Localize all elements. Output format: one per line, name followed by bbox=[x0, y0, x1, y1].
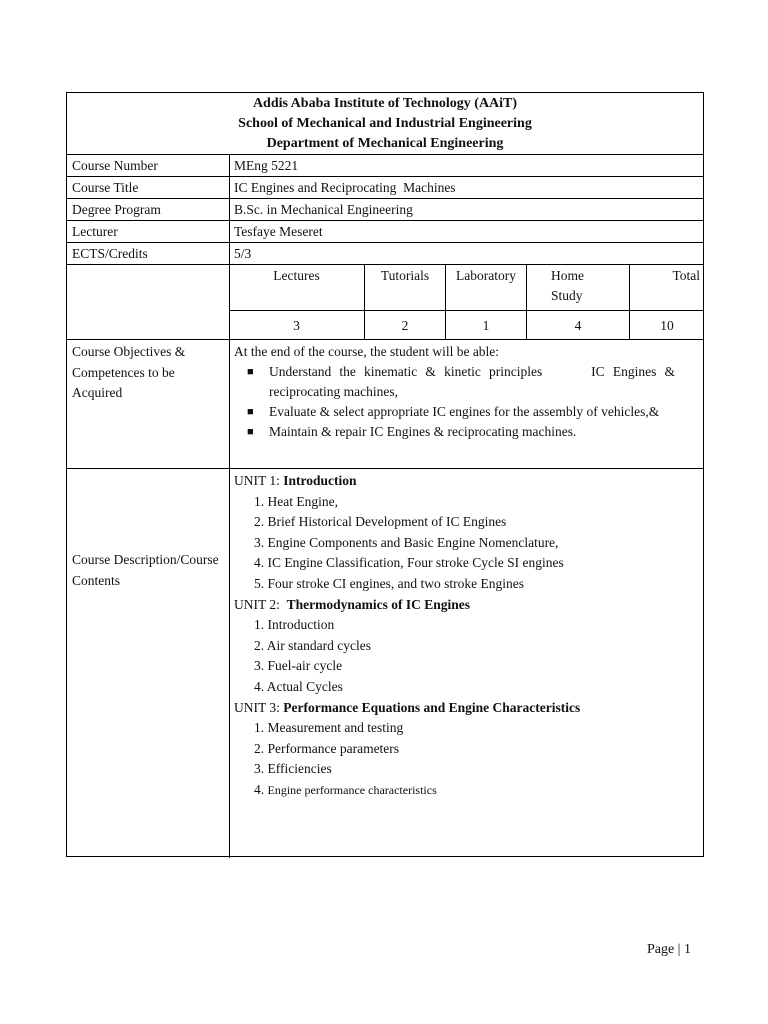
unit-2-heading: UNIT 2: Thermodynamics of IC Engines bbox=[234, 596, 471, 612]
course-title-row bbox=[67, 177, 703, 199]
hours-value-lectures: 3 bbox=[293, 318, 300, 333]
hours-cell-laboratory bbox=[446, 265, 527, 339]
hours-cell-total bbox=[630, 265, 704, 339]
course-title-label: Course Title bbox=[72, 180, 139, 195]
unit-item: 3. Fuel-air cycle bbox=[254, 658, 343, 674]
department-name: Department of Mechanical Engineering bbox=[266, 136, 504, 151]
hours-cell-tutorials bbox=[365, 265, 446, 339]
contents-body bbox=[234, 471, 580, 801]
course-title-value: IC Engines and Reciprocating Machines bbox=[234, 180, 456, 195]
ects-row bbox=[67, 243, 703, 265]
institute-name: Addis Ababa Institute of Technology (AAiT) bbox=[252, 96, 518, 111]
lecturer-row bbox=[67, 221, 703, 243]
unit-3-list bbox=[234, 718, 580, 800]
degree-program-label: Degree Program bbox=[72, 202, 161, 217]
unit-item: 3. Engine Components and Basic Engine Nomenclature, bbox=[254, 534, 559, 550]
unit-item: 1. Introduction bbox=[254, 617, 335, 633]
unit-1-heading: UNIT 1: Introduction bbox=[234, 473, 357, 488]
objective-item: ■ Evaluate & select appropriate IC engines for the assembly of vehicles,& bbox=[234, 402, 675, 422]
unit-item: 3. Efficiencies bbox=[254, 761, 332, 777]
unit-item: 4. Actual Cycles bbox=[254, 678, 343, 694]
objectives-row bbox=[67, 340, 703, 469]
hours-head-total: Total bbox=[630, 265, 704, 311]
objectives-list bbox=[234, 362, 679, 442]
unit-item: 2. Brief Historical Development of IC Engines bbox=[254, 514, 507, 530]
lecturer-value: Tesfaye Meseret bbox=[234, 224, 323, 239]
hours-value-tutorials: 2 bbox=[401, 318, 409, 333]
unit-item: 4. Engine performance characteristics bbox=[254, 781, 437, 797]
unit-item: 2. Performance parameters bbox=[254, 740, 400, 756]
unit-item: 5. Four stroke CI engines, and two stroke Engines bbox=[254, 575, 524, 591]
contents-row bbox=[67, 469, 703, 858]
unit-item: 1. Heat Engine, bbox=[254, 493, 338, 509]
unit-item: 2. Air standard cycles bbox=[254, 637, 371, 653]
course-number-label: Course Number bbox=[72, 158, 158, 173]
degree-program-value: B.Sc. in Mechanical Engineering bbox=[234, 202, 413, 217]
objectives-content bbox=[234, 342, 679, 442]
hours-value-laboratory: 1 bbox=[482, 318, 490, 333]
hours-cell-lectures bbox=[229, 265, 365, 339]
ects-value: 5/3 bbox=[234, 246, 252, 261]
page-number: Page | 1 bbox=[646, 942, 691, 957]
ects-label: ECTS/Credits bbox=[72, 246, 148, 261]
objective-item: ■ Maintain & repair IC Engines & reciprocating machines. bbox=[234, 422, 675, 442]
hours-value-total: 10 bbox=[660, 318, 674, 333]
bullet-icon: ■ bbox=[247, 426, 254, 438]
hours-head-home-study: Home Study bbox=[527, 265, 587, 311]
bullet-icon: ■ bbox=[247, 366, 254, 378]
course-number-value: MEng 5221 bbox=[234, 158, 299, 173]
degree-program-row bbox=[67, 199, 703, 221]
lecturer-label: Lecturer bbox=[72, 224, 118, 239]
unit-3-heading: UNIT 3: Performance Equations and Engine Characteristics bbox=[234, 699, 581, 715]
bullet-icon: ■ bbox=[247, 406, 254, 418]
unit-2-list bbox=[234, 615, 580, 697]
hours-head-tutorials: Tutorials bbox=[365, 265, 445, 311]
hours-row bbox=[67, 265, 703, 340]
hours-head-laboratory: Laboratory bbox=[446, 265, 526, 311]
objectives-label: Course Objectives & Competences to be Acquired bbox=[72, 344, 186, 401]
hours-head-lectures: Lectures bbox=[229, 265, 364, 311]
hours-value-home-study: 4 bbox=[574, 318, 582, 333]
hours-grid bbox=[229, 265, 703, 339]
hours-cell-home-study bbox=[527, 265, 630, 339]
course-number-row bbox=[67, 155, 703, 177]
unit-item: 4. IC Engine Classification, Four stroke Cycle SI engines bbox=[254, 555, 564, 571]
school-name: School of Mechanical and Industrial Engineering bbox=[238, 116, 532, 131]
institution-header bbox=[67, 93, 703, 155]
objectives-intro: At the end of the course, the student will be able: bbox=[234, 344, 500, 359]
unit-1-list bbox=[234, 492, 580, 595]
contents-label: Course Description/Course Contents bbox=[72, 552, 219, 588]
course-syllabus-table bbox=[66, 92, 704, 857]
objective-item: ■ Understand the kinematic & kinetic principles IC Engines & reciprocating machines, bbox=[247, 364, 679, 399]
unit-item: 1. Measurement and testing bbox=[254, 720, 404, 736]
